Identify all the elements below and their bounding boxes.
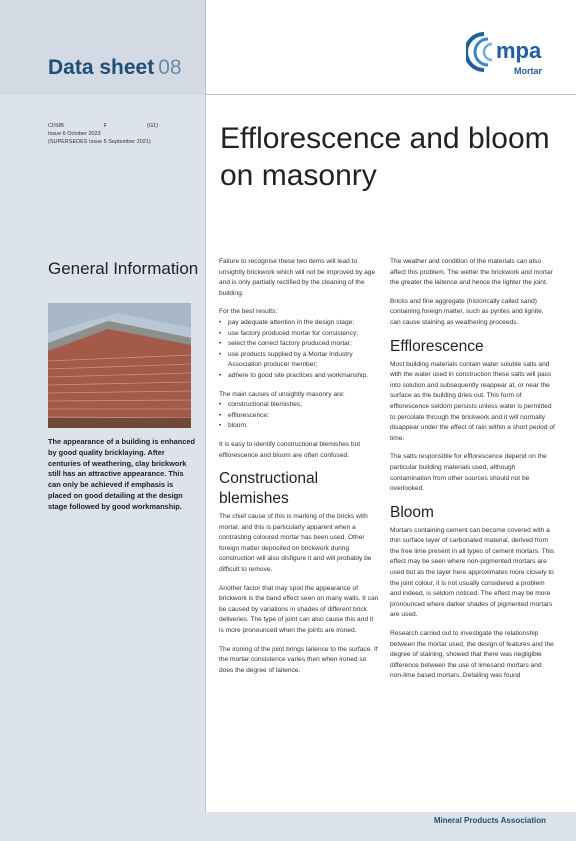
footer-association: Mineral Products Association [433, 816, 546, 825]
paragraph: Mortars containing cement can become covered with a thin surface layer of carbonated material, derived from the free lime present in all types of cement mortars. This effect may be seen where non-pigmented mortars are used but as the layer here approximates more closely to the joint colour, it is not usually considered a problem and indeed, is seldom noticed. The effect may be more pronounced where darker shades of pigmented mortars are used. [390, 526, 555, 619]
paragraph: For the best results: [219, 308, 278, 316]
datasheet-title [48, 56, 182, 80]
paragraph: Research carried out to investigate the relationship between the mortar used, the design of features and the degree of staining, showed that there was negligible difference between the use of limesand mortars and non-lime based mortars. Detailing was found [390, 630, 554, 680]
datasheet-label: Data sheet [48, 56, 155, 79]
list-item: • adhere to good site practices and workmanship. [219, 371, 379, 382]
mpa-logo [466, 30, 556, 80]
list-item: • select the correct factory produced mortar; [219, 339, 379, 350]
section-heading-bloom: Bloom [390, 503, 434, 521]
paragraph: The salts responsible for efflorescence depend on the particular building materials used, although contamination from other sources should not be overlooked. [390, 453, 547, 493]
section-heading-blemishes: Constructional blemishes [219, 470, 319, 508]
header-band [0, 0, 205, 95]
paragraph: Most building materials contain water soluble salts and with the water used in construction these salts will pass into solution and subsequently reappear at, or near the surface as the building dries out. This form of efflorescence seldom persists unless water is permitted to percolate through the brickwork and it will normally disappear under the effect of rain within a short period of time. [390, 360, 555, 442]
brick-wall-photo [48, 303, 191, 428]
footer-left-band [0, 812, 205, 841]
sidebar-caption: The appearance of a building is enhanced by good quality bricklaying. After centuries of weathering, clay brickwork still has an attractive appearance. This can only be achieved if emphasis is placed on good detailing at the design stage followed by good workmanship. [48, 437, 196, 511]
meta-supersedes: (SUPERSEDES Issue 5 September 2021) [48, 139, 151, 145]
list-item: • pay adequate attention in the design stage; [219, 318, 379, 329]
paragraph: Bricks and fine aggregate (historically called sand) containing foreign matter, such as pyrites and lignite, can cause staining as weathering proceeds. [390, 297, 544, 326]
content-column-2 [390, 257, 555, 690]
page-title: Efflorescence and bloom on masonry [220, 122, 550, 192]
causes-list [219, 400, 379, 432]
divider-vertical [205, 0, 206, 812]
paragraph: The chief cause of this is marking of the bricks with mortar, and this is particularly apparent when a contrasting coloured mortar has been used. Other foreign matter deposited on brickwork during construction will also disfigure it and will probably be difficult to remove. [219, 513, 372, 574]
brick-wall-image [48, 303, 191, 428]
logo-subtitle: Mortar [514, 66, 543, 76]
logo-name: mpa [496, 38, 542, 63]
paragraph: The weather and condition of the materials can also affect this problem. The wetter the brickwork and mortar the greater the laitence and hence the lighter the joint. [390, 258, 553, 287]
list-item: • use factory produced mortar for consistency; [219, 329, 379, 340]
meta-code: CI/SfB [48, 123, 64, 129]
paragraph: Another factor that may spoil the appearance of brickwork is the band effect seen on many walls. It can be caused by variations in shades of different brick deliveries. The type of joint can also cause this and it is more pronounced when the joints are ironed. [219, 584, 379, 635]
footer [205, 812, 576, 841]
list-item: • constructional blemishes; [219, 400, 379, 411]
section-heading-efflorescence: Efflorescence [390, 337, 484, 355]
sidebar-heading: General Information [48, 259, 199, 278]
paragraph: It is easy to identify constructional blemishes but efflorescence and bloom are often confused. [219, 440, 361, 459]
meta-class2: (G1) [147, 123, 158, 129]
paragraph: The main causes of unsightly masonry are: [219, 390, 345, 398]
content-column-1 [219, 257, 379, 684]
document-meta [48, 122, 198, 146]
meta-issue: Issue 6 October 2023 [48, 131, 101, 137]
meta-class: F [103, 123, 108, 129]
divider-horizontal [205, 94, 576, 95]
list-item: • bloom. [219, 421, 379, 432]
paragraph: The ironing of the joint brings laitence to the surface. If the mortar consistence varies then when ironed so does the degree of laitence. [219, 645, 378, 674]
list-item: • use products supplied by a Mortar Industry Association producer member; [219, 350, 379, 371]
list-item: • efflorescence; [219, 411, 379, 422]
best-results-list [219, 318, 379, 382]
datasheet-number: 08 [158, 56, 182, 79]
paragraph: Failure to recognise these two items will lead to unsightly brickwork which will not be improved by age and is only partially rectified by the cleaning of the building. [219, 258, 376, 297]
